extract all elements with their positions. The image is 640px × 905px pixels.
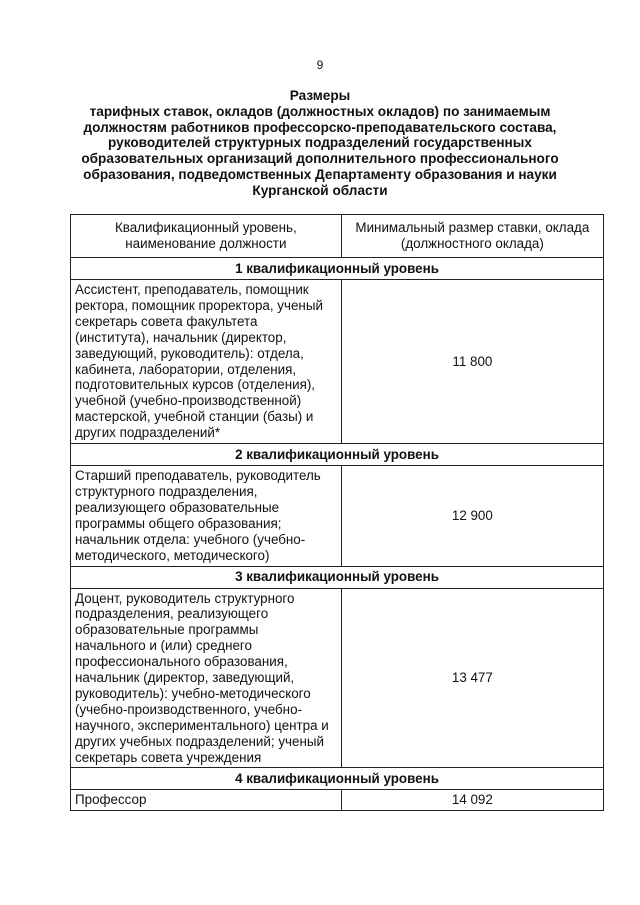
position-line: секретарь совета факультета bbox=[75, 313, 258, 329]
position-line: образовательные программы bbox=[75, 622, 259, 638]
level-heading-row bbox=[71, 258, 604, 280]
position-line: секретарь совета учреждения bbox=[75, 749, 262, 765]
level-heading: 1 квалификационный уровень bbox=[71, 258, 604, 280]
rate-value: 11 800 bbox=[341, 280, 603, 444]
title-line: руководителей структурных подразделений государственных bbox=[108, 135, 532, 151]
header-position bbox=[71, 215, 342, 258]
level-heading-row bbox=[71, 444, 604, 466]
rate-value: 13 477 bbox=[341, 588, 603, 768]
position-cell bbox=[71, 466, 342, 566]
position-line: программы общего образования; bbox=[75, 515, 282, 531]
position-line: других подразделений* bbox=[75, 425, 221, 441]
level-heading: 4 квалификационный уровень bbox=[71, 768, 604, 790]
table-header-row bbox=[71, 215, 604, 258]
level-heading: 2 квалификационный уровень bbox=[71, 444, 604, 466]
title-line: должностям работников профессорско-преподавательского состава, bbox=[83, 119, 557, 135]
position-cell bbox=[71, 790, 342, 811]
title-line: Курганской области bbox=[252, 182, 388, 198]
position-line: других учебных подразделений; ученый bbox=[75, 733, 324, 749]
rate-value: 12 900 bbox=[341, 466, 603, 566]
table-row bbox=[71, 790, 604, 811]
level-heading: 3 квалификационный уровень bbox=[71, 566, 604, 588]
position-line: заведующий, руководитель): отдела, bbox=[75, 345, 304, 361]
position-line: (учебно-производственного, учебно- bbox=[75, 701, 302, 717]
title-line: тарифных ставок, окладов (должностных окладов) по занимаемым bbox=[89, 103, 551, 119]
page-number: 9 bbox=[316, 58, 324, 72]
position-line: ректора, помощник проректора, ученый bbox=[75, 297, 323, 313]
position-line: начальник (директор, заведующий, bbox=[75, 670, 295, 686]
header-line: наименование должности bbox=[125, 236, 287, 251]
position-line: начальник отдела: учебного (учебно- bbox=[75, 531, 306, 547]
position-line: Доцент, руководитель структурного bbox=[75, 590, 295, 606]
level-heading-row bbox=[71, 566, 604, 588]
position-line: руководитель): учебно-методического bbox=[75, 685, 311, 701]
table-row bbox=[71, 466, 604, 566]
title-line: образования, подведомственных Департаменту образования и науки bbox=[83, 166, 557, 182]
table-row bbox=[71, 588, 604, 768]
header-line: Минимальный размер ставки, оклада bbox=[355, 220, 590, 236]
position-line: (института), начальник (директор, bbox=[75, 329, 287, 345]
table-row bbox=[71, 280, 604, 444]
header-line: Квалификационный уровень, bbox=[114, 220, 297, 236]
rate-value: 14 092 bbox=[341, 790, 603, 811]
header-line: (должностного оклада) bbox=[400, 236, 544, 251]
position-line: профессионального образования, bbox=[75, 654, 288, 670]
position-line: Старший преподаватель, руководитель bbox=[75, 468, 321, 484]
position-line: методического, методического) bbox=[75, 547, 270, 563]
position-line: кабинета, лаборатории, отделения, bbox=[75, 361, 297, 377]
position-line: реализующего образовательные bbox=[75, 499, 280, 515]
position-line: структурного подразделения, bbox=[75, 483, 258, 499]
position-line: учебной (учебно-производственной) bbox=[75, 393, 302, 409]
position-line: Профессор bbox=[75, 792, 147, 808]
position-line: мастерской, учебной станции (базы) и bbox=[75, 409, 314, 425]
table-body bbox=[71, 258, 604, 811]
position-line: начального и (или) среднего bbox=[75, 638, 252, 654]
salary-table bbox=[70, 214, 604, 811]
position-cell bbox=[71, 280, 342, 444]
header-min-rate bbox=[341, 215, 603, 258]
position-line: Ассистент, преподаватель, помощник bbox=[75, 282, 309, 297]
position-line: подразделения, реализующего bbox=[75, 606, 269, 622]
level-heading-row bbox=[71, 768, 604, 790]
document-title bbox=[70, 88, 570, 199]
position-cell bbox=[71, 588, 342, 768]
title-line: образовательных организаций дополнительного профессионального bbox=[81, 151, 559, 167]
position-line: подготовительных курсов (отделения), bbox=[75, 377, 316, 393]
position-line: научного, экспериментального) центра и bbox=[75, 717, 329, 733]
title-line: Размеры bbox=[289, 88, 351, 103]
